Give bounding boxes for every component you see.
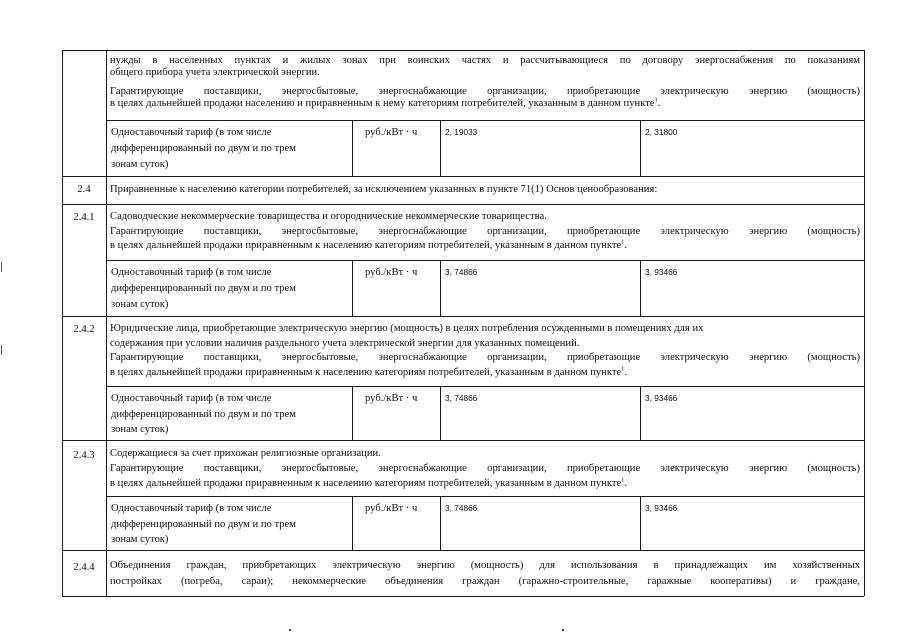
row-text-line: постройках (погреба, сараи); некоммерческие объединения граждан (гаражно-строительные, гаражные кооперативы) и граждане,: [110, 576, 860, 587]
row-text-line: содержания при условии наличия раздельного учета электрической энергии для указанных помещений.: [110, 338, 580, 349]
table-left-border: [62, 50, 63, 596]
tariff-value-first-half: 3, 74866: [445, 393, 478, 403]
row-number: 2.4.1: [73, 212, 95, 223]
tariff-value-second-half: 2, 31800: [645, 127, 678, 137]
row-text-line: в целях дальнейшей продажи приравненным к населению категориям потребителей, указанным в данном пункте$^1$.: [110, 238, 628, 251]
row-divider: [62, 550, 864, 551]
row-text-line: Садоводческие некоммерческие товарищества и огороднические некоммерческие товарищества.: [110, 211, 547, 222]
tariff-unit: руб./кВт · ч: [365, 393, 418, 404]
tariff-label-line: зонам суток): [111, 159, 169, 170]
tariff-value-first-half: 3, 74866: [445, 503, 478, 513]
tariff-label-line: зонам суток): [111, 299, 169, 310]
row-divider: [106, 260, 864, 261]
tariff-label-line: Одноставочный тариф (в том числе: [111, 393, 272, 404]
tariff-column-divider: [440, 386, 441, 440]
tariff-value-second-half: 3, 93466: [645, 393, 678, 403]
tariff-column-divider: [352, 386, 353, 440]
tariff-label-line: Одноставочный тариф (в том числе: [111, 267, 272, 278]
scan-edge-mark: [1, 345, 2, 355]
tariff-value-second-half: 3, 93466: [645, 267, 678, 277]
row-text-line: Приравненные к населению категории потребителей, за исключением указанных в пункте 71(1) Основ ценообразования:: [110, 184, 658, 195]
tariff-column-divider: [640, 386, 641, 440]
tariff-column-divider: [440, 496, 441, 550]
tariff-value-first-half: 2, 19033: [445, 127, 478, 137]
tariff-label-line: дифференцированный по двум и по трем: [111, 143, 296, 154]
row-text-line: Гарантирующие поставщики, энергосбытовые, энергоснабжающие организации, приобретающие электрическую энергию (мощность): [110, 226, 860, 237]
tariff-unit: руб./кВт · ч: [365, 503, 418, 514]
row-text-line: Объединения граждан, приобретающих электрическую энергию (мощность) для использования в принадлежащих им хозяйственных: [110, 560, 860, 571]
tariff-column-divider: [352, 496, 353, 550]
row-text-line: Содержащиеся за счет прихожан религиозные организации.: [110, 448, 381, 459]
row-divider: [106, 496, 864, 497]
row-text-line: Гарантирующие поставщики, энергосбытовые, энергоснабжающие организации, приобретающие электрическую энергию (мощность): [110, 463, 860, 474]
table-right-border: [864, 50, 865, 596]
tariff-column-divider: [352, 260, 353, 316]
tariff-column-divider: [352, 120, 353, 176]
tariff-label-line: дифференцированный по двум и по трем: [111, 409, 296, 420]
row-divider: [62, 440, 864, 441]
intro-text-line: общего прибора учета электрической энергии.: [110, 67, 320, 78]
scan-dust-speck: [562, 629, 564, 631]
scan-edge-mark: [1, 262, 2, 272]
tariff-label-line: Одноставочный тариф (в том числе: [111, 127, 272, 138]
row-text-line: в целях дальнейшей продажи приравненным к населению категориям потребителей, указанным в данном пункте$^1$.: [110, 476, 628, 489]
row-number: 2.4.4: [73, 562, 95, 573]
intro-text-line: в целях дальнейшей продажи населению и приравненным к нему категориям потребителей, указанным в данном пункте$^1$.: [110, 96, 661, 109]
tariff-unit: руб./кВт · ч: [365, 267, 418, 278]
intro-text-line: нужды в населенных пунктах и жилых зонах при воинских частях и рассчитывающиеся по договору энергоснабжения по показаниям: [110, 55, 860, 66]
scan-dust-speck: [289, 629, 291, 631]
tariff-column-divider: [440, 120, 441, 176]
tariff-column-divider: [640, 120, 641, 176]
tariff-value-first-half: 3, 74866: [445, 267, 478, 277]
tariff-label-line: дифференцированный по двум и по трем: [111, 519, 296, 530]
row-divider: [106, 386, 864, 387]
tariff-label-line: зонам суток): [111, 424, 169, 435]
tariff-label-line: Одноставочный тариф (в том числе: [111, 503, 272, 514]
row-text-line: Гарантирующие поставщики, энергосбытовые, энергоснабжающие организации, приобретающие электрическую энергию (мощность): [110, 352, 860, 363]
row-divider: [106, 120, 864, 121]
row-number: 2.4.3: [73, 450, 95, 461]
number-column-divider: [106, 50, 107, 596]
tariff-value-second-half: 3, 93466: [645, 503, 678, 513]
row-divider: [62, 204, 864, 205]
row-text-line: в целях дальнейшей продажи приравненным к населению категориям потребителей, указанным в данном пункте$^1$.: [110, 365, 628, 378]
row-number: 2.4.2: [73, 324, 95, 335]
row-text-line: Юридические лица, приобретающие электрическую энергию (мощность) в целях потребления осужденными в помещениях для их: [110, 323, 704, 334]
tariff-column-divider: [640, 496, 641, 550]
row-divider: [62, 176, 864, 177]
tariff-label-line: зонам суток): [111, 534, 169, 545]
intro-text-line: Гарантирующие поставщики, энергосбытовые, энергоснабжающие организации, приобретающие электрическую энергию (мощность): [110, 86, 860, 97]
tariff-column-divider: [440, 260, 441, 316]
tariff-column-divider: [640, 260, 641, 316]
tariff-label-line: дифференцированный по двум и по трем: [111, 283, 296, 294]
row-divider: [62, 316, 864, 317]
table-top-border: [62, 50, 864, 51]
row-number: 2.4: [77, 184, 91, 195]
table-bottom-border: [62, 596, 864, 597]
tariff-unit: руб./кВт · ч: [365, 127, 418, 138]
